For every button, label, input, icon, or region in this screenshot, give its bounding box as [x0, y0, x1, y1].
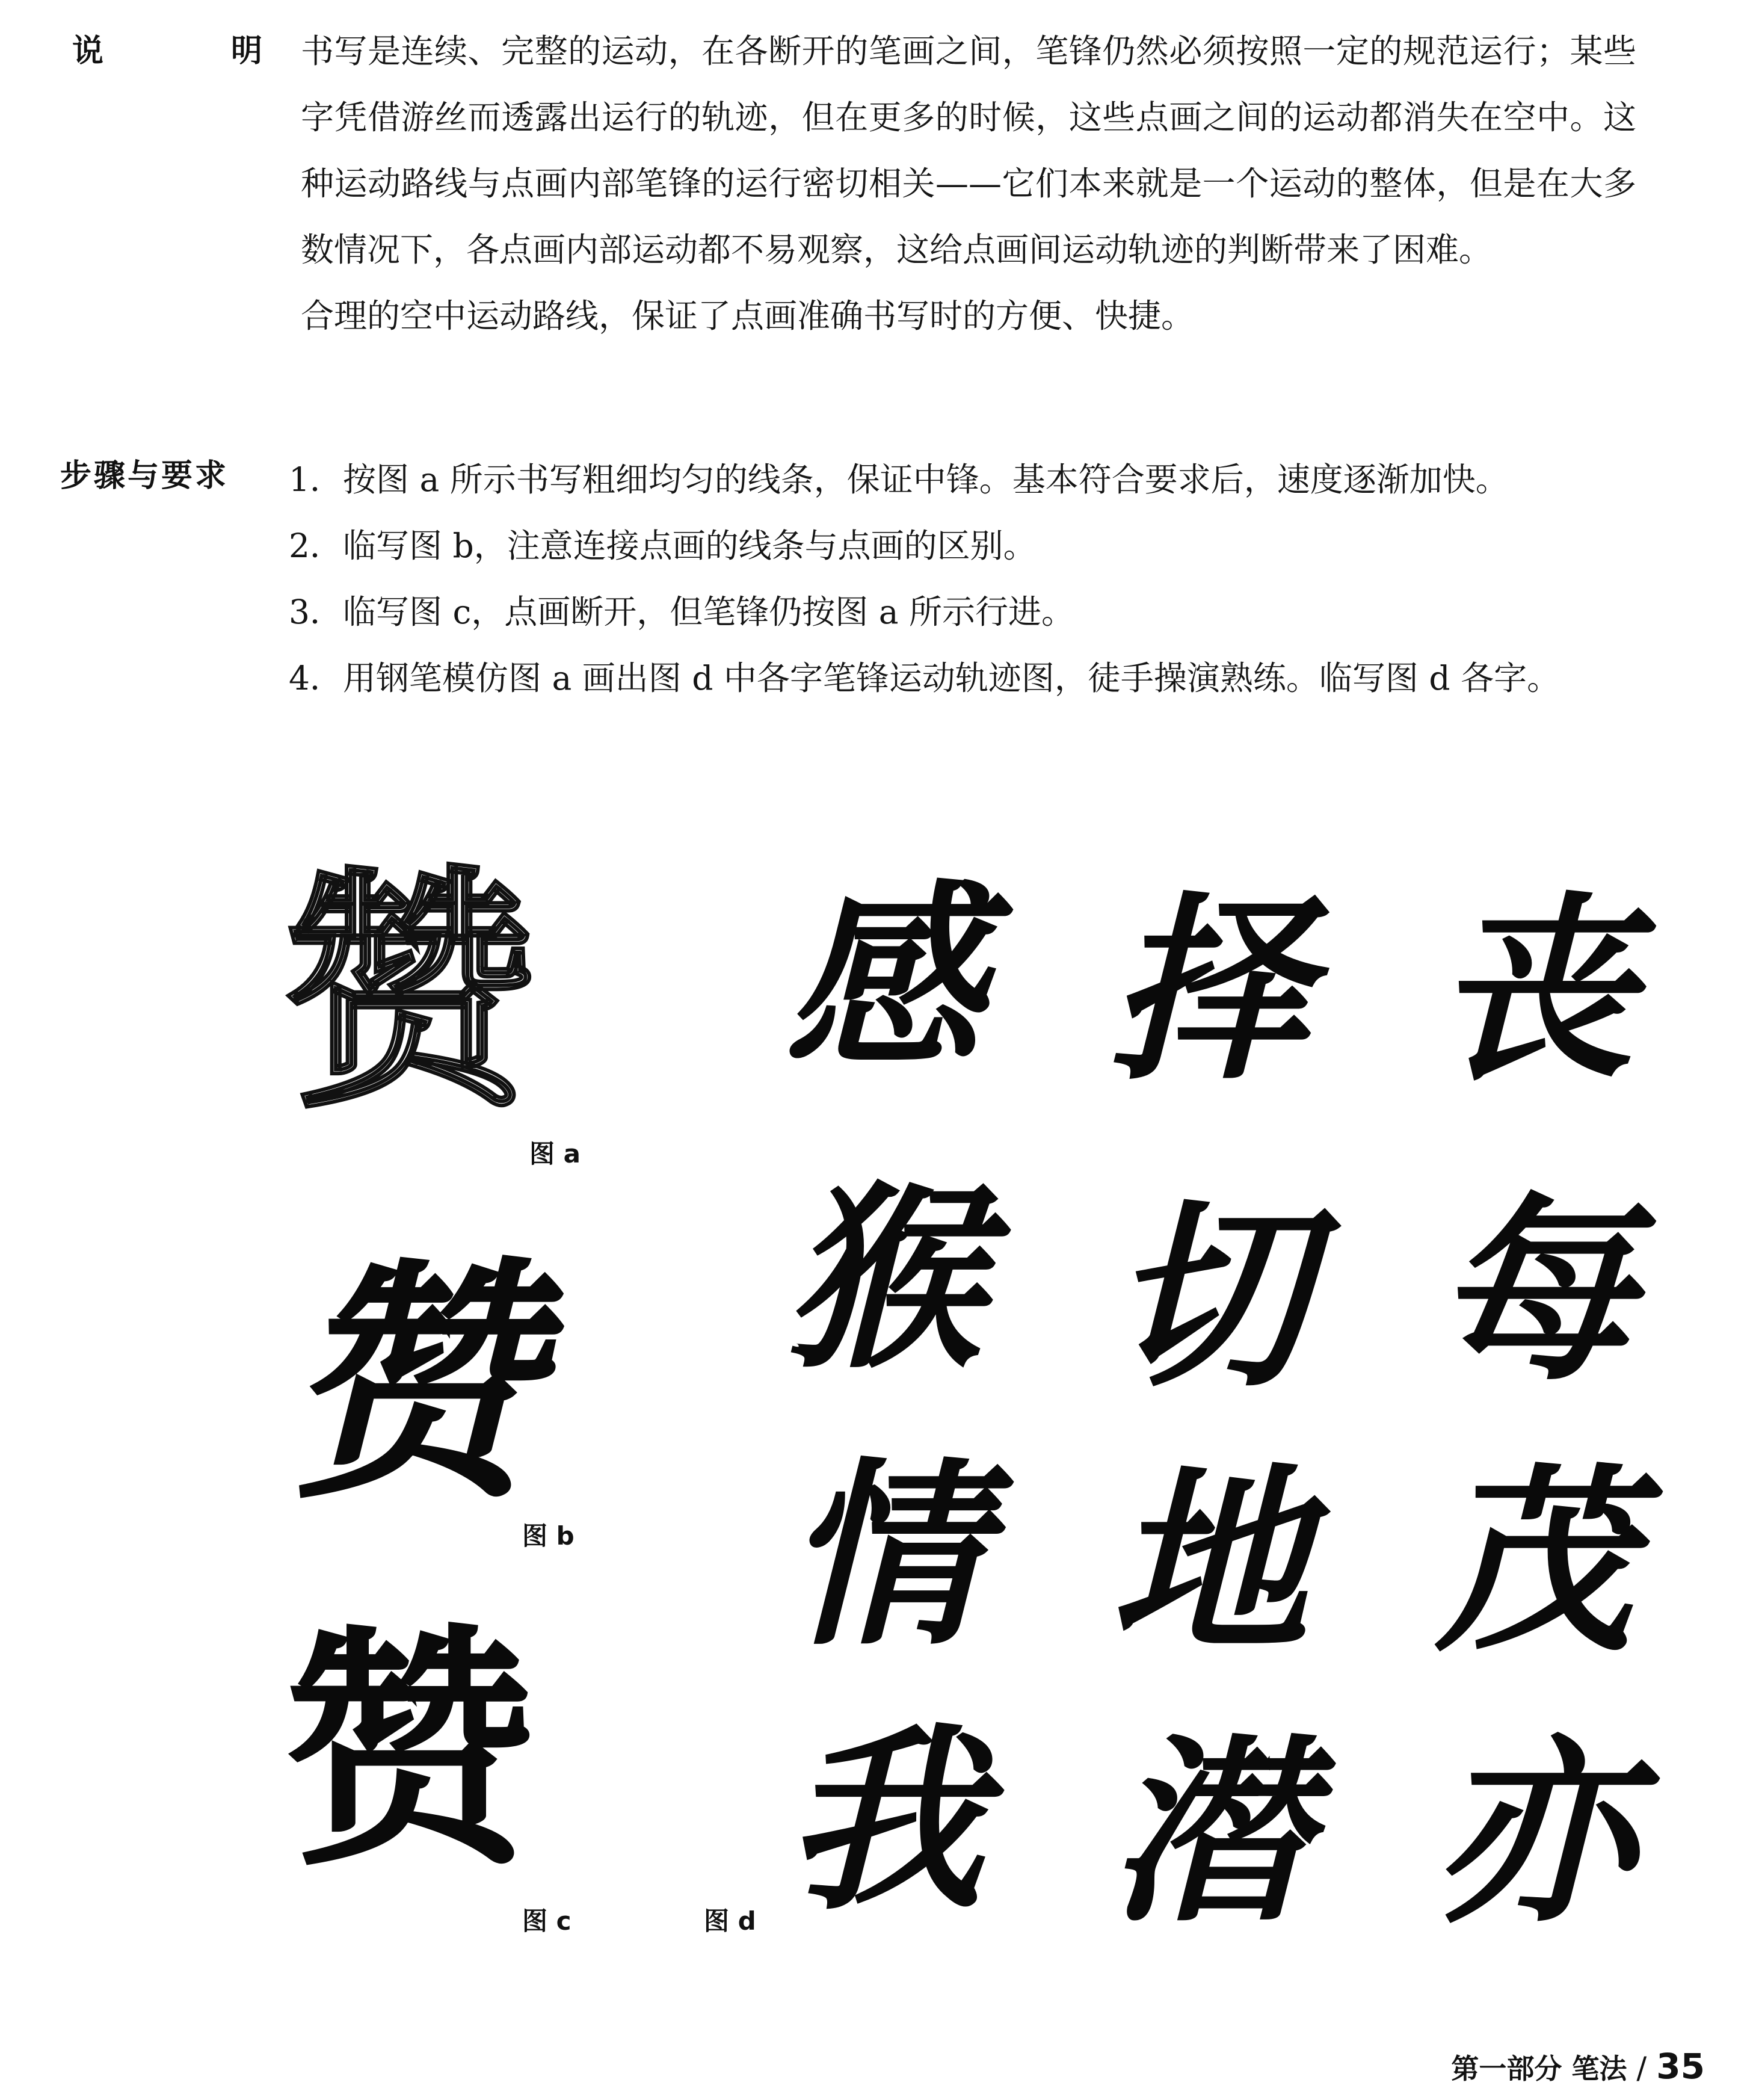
page-number: 35: [1656, 2046, 1705, 2087]
description-paragraph-1: 书写是连续、完整的运动，在各断开的笔画之间，笔锋仍然必须按照一定的规范运行；某些字凭借游丝而透露出运行的轨迹，但在更多的时候，这些点画之间的运动都消失在空中。这种运动路线与点画内部笔锋的运行密切相关——它们本来就是一个运动的整体，但是在大多数情况下，各点画内部运动都不易观察，这给点画间运动轨迹的判断带来了困难。: [301, 32, 1636, 269]
figure-d-character-4: 我: [785, 1703, 984, 1937]
steps-heading: 步骤与要求: [60, 458, 229, 494]
figure-d-character-3: 情: [785, 1439, 984, 1672]
figure-d-label: 图 d: [704, 1906, 756, 1936]
figure-b-character: 赞: [283, 1235, 535, 1532]
steps-list: [289, 446, 1648, 711]
figure-d-character-5: 择: [1110, 873, 1308, 1107]
step-item-4: 4．用钢笔模仿图 a 画出图 d 中各字笔锋运动轨迹图，徒手操演熟练。临写图 d 各字。: [289, 659, 1560, 697]
figure-a-character: 赞: [283, 844, 535, 1141]
figure-c-label: 图 c: [522, 1906, 571, 1936]
step-item-3: 3．临写图 c，点画断开，但笔锋仍按图 a 所示行进。: [289, 593, 1075, 631]
figure-d-character-2: 猴: [785, 1162, 984, 1395]
figure-d-character-11: 茂: [1435, 1445, 1633, 1678]
figure-d-character-12: 亦: [1435, 1716, 1633, 1949]
figure-d-character-8: 潜: [1110, 1716, 1308, 1949]
figure-c-character: 赞: [283, 1602, 535, 1899]
figure-d-character-9: 丧: [1435, 873, 1633, 1107]
description-heading: [72, 25, 265, 70]
footer-divider: /: [1636, 2051, 1647, 2086]
step-item-1: 1．按图 a 所示书写粗细均匀的线条，保证中锋。基本符合要求后，速度逐渐加快。: [289, 460, 1509, 499]
description-paragraph-2: 合理的空中运动路线，保证了点画准确书写时的方便、快捷。: [301, 297, 1195, 335]
footer-section-title: 第一部分 笔法: [1451, 2052, 1627, 2085]
page-footer: [1451, 2046, 1705, 2087]
figure-a-label: 图 a: [529, 1139, 581, 1169]
figure-d-character-7: 地: [1110, 1445, 1308, 1678]
step-item-2: 2．临写图 b，注意连接点画的线条与点画的区别。: [289, 527, 1037, 565]
description-heading-char-2: 明: [230, 33, 265, 69]
figure-d-character-10: 每: [1435, 1174, 1633, 1407]
figure-d-character-6: 切: [1110, 1180, 1308, 1413]
figure-d-character-1: 感: [785, 861, 984, 1095]
description-heading-char-1: 说: [72, 33, 106, 69]
figure-b-label: 图 b: [522, 1521, 575, 1551]
description-body: [301, 18, 1636, 349]
